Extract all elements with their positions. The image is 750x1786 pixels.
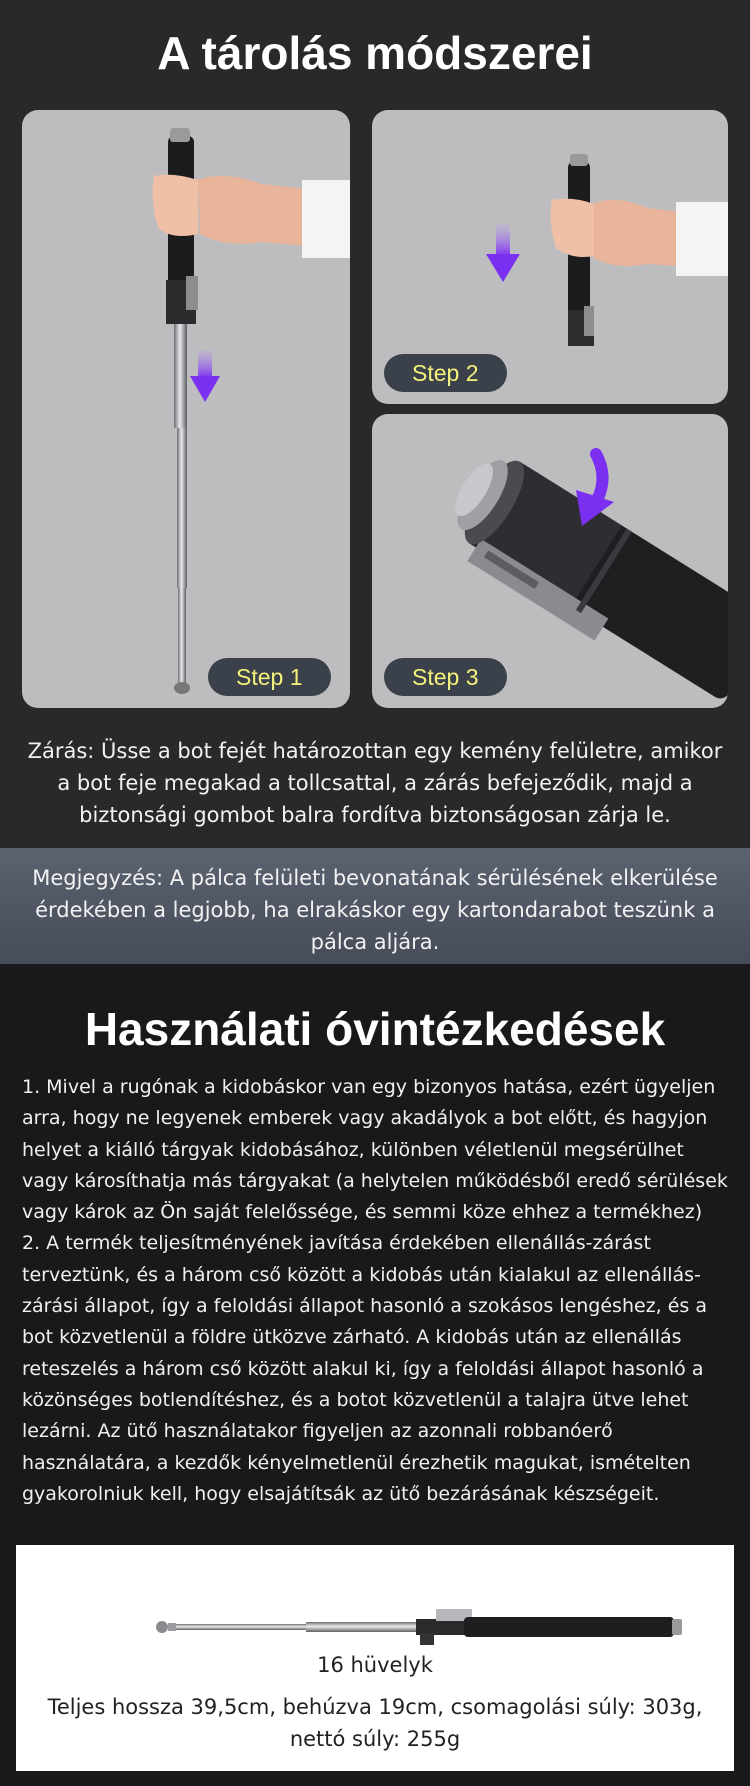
product-size: 16 hüvelyk: [317, 1653, 433, 1677]
step3-label: Step 3: [384, 658, 507, 696]
product-card: [16, 1545, 734, 1771]
baton-product-image: [16, 1545, 734, 1645]
usage-list: [22, 1072, 732, 1510]
step2-image: [372, 110, 728, 404]
usage-item-2: 2. A termék teljesítményének javítása érdekében ellenállás-zárást terveztünk, és a három cső között a kidobás után kialakul az ellenállás-zárási állapot, így a feloldási állapot hasonló a szokásos lengéshez, és a bot közvetlenül a földre ütközve zárható. A kidobás után az ellenállás reteszelés a három cső között alakul ki, így a feloldási állapot hasonló a közönséges botlendítéshez, és a botot közvetlenül a talajra ütve lehet lezárni. Az ütő használatakor figyeljen az azonnali robbanóerő használatára, a kezdők kényelmetlenül érezhetik magukat, ismételten gyakorolniuk kell, hogy elsajátítsák az ütő bezárásának készségeit.: [22, 1232, 708, 1505]
step1-label: Step 1: [208, 658, 331, 696]
product-specs: Teljes hossza 39,5cm, behúzva 19cm, csomagolási súly: 303g, nettó súly: 255g: [47, 1695, 703, 1751]
extended-baton-illustration: [22, 110, 350, 708]
locking-instructions: Zárás: Üsse a bot fejét határozottan egy kemény felületre, amikor a bot feje megakad a tollcsattal, a zárás befejeződik, majd a biztonsági gombot balra fordítva biztonságosan zárja le.: [27, 739, 723, 827]
step2-label: Step 2: [384, 354, 507, 392]
storage-title: A tárolás módszerei: [157, 27, 593, 79]
step1-image: [22, 110, 350, 708]
usage-title: Használati óvintézkedések: [84, 1003, 666, 1055]
usage-item-1: 1. Mivel a rugónak a kidobáskor van egy bizonyos hatása, ezért ügyeljen arra, hogy ne legyenek emberek vagy akadályok a bot előtt, és hagyjon helyet a kiálló tárgyak kidobásához, különben véletlenül megsérülhet vagy károsíthatja más tárgyakat (a helytelen működésből eredő sérülések vagy károk az Ön saját felelőssége, és semmi köze ehhez a termékhez): [22, 1076, 728, 1224]
step3-image: [372, 414, 728, 708]
storage-note: Megjegyzés: A pálca felületi bevonatának sérülésének elkerülése érdekében a legjobb, ha elrakáskor egy kartondarabot teszünk a pálca aljára.: [32, 866, 718, 954]
